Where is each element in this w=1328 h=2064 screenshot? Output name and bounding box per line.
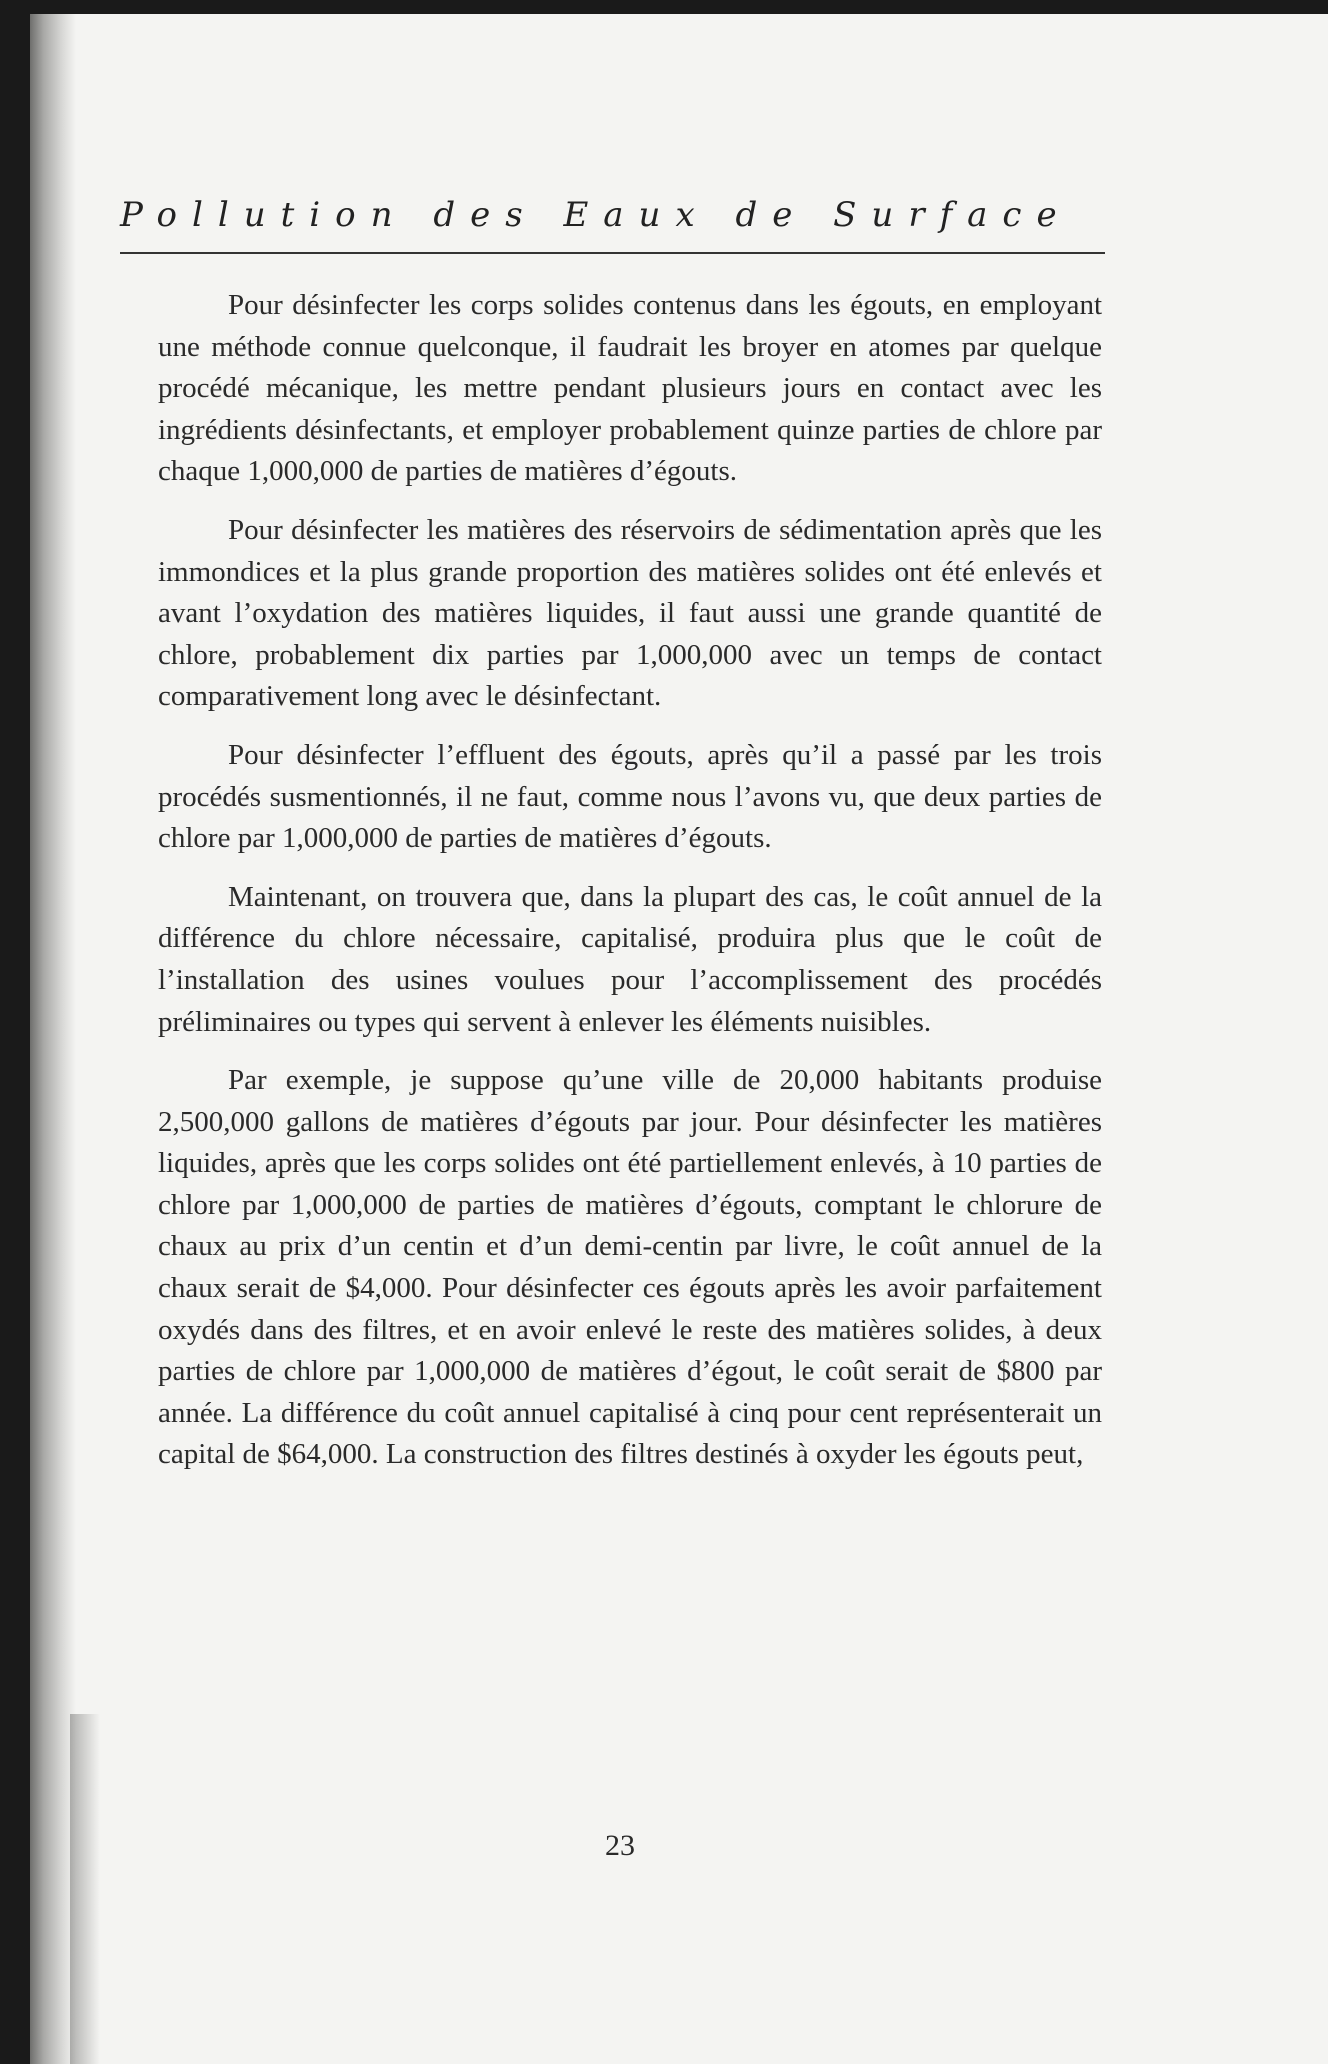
paragraph: Pour désinfecter l’effluent des égouts, après qu’il a passé par les trois procédés susmentionnés, il ne faut, comme nous l’avons vu, que deux parties de chlore par 1,000,000 de parties de matières d’égouts.: [158, 738, 1102, 855]
body-text: [158, 285, 1102, 1493]
header-rule: [120, 252, 1105, 254]
paragraph: Maintenant, on trouvera que, dans la plupart des cas, le coût annuel de la différence du chlore nécessaire, capitalisé, produira plus que le coût de l’installation des usines voulues pour l’accomplissement des procédés préliminaires ou types qui servent à enlever les éléments nuisibles.: [158, 880, 1102, 1038]
paragraph: Pour désinfecter les corps solides contenus dans les égouts, en employant une méthode connue quelconque, il faudrait les broyer en atomes par quelque procédé mécanique, les mettre pendant plusieurs jours en contact avec les ingrédients désinfectants, et employer probablement quinze parties de chlore par chaque 1,000,000 de parties de matières d’égouts.: [158, 289, 1102, 488]
running-head: Pollution des Eaux de Surface: [120, 195, 1072, 235]
paragraph: Pour désinfecter les matières des réservoirs de sédimentation après que les immondices et la plus grande proportion des matières solides ont été enlevés et avant l’oxydation des matières liquides, il faut aussi une grande quantité de chlore, probablement dix parties par 1,000,000 avec un temps de contact comparativement long avec le désinfectant.: [158, 513, 1102, 713]
page-number: 23: [605, 1829, 635, 1862]
paragraph: Par exemple, je suppose qu’une ville de 20,000 habitants produise 2,500,000 gallons de matières d’égouts par jour. Pour désinfecter les matières liquides, après que les corps solides ont été partiellement enlevés, à 10 parties de chlore par 1,000,000 de parties de matières d’égouts, comptant le chlorure de chaux au prix d’un centin et d’un demi-centin par livre, le coût annuel de la chaux serait de $4,000. Pour désinfecter ces égouts après les avoir parfaitement oxydés dans des filtres, et en avoir enlevé le reste des matières solides, à deux parties de chlore par 1,000,000 de matières d’égout, le coût serait de $800 par année. La différence du coût annuel capitalisé à cinq pour cent représenterait un capital de $64,000. La construction des filtres destinés à oxyder les égouts peut,: [158, 1064, 1102, 1471]
page-binding-shadow-lower: [70, 1714, 100, 2064]
